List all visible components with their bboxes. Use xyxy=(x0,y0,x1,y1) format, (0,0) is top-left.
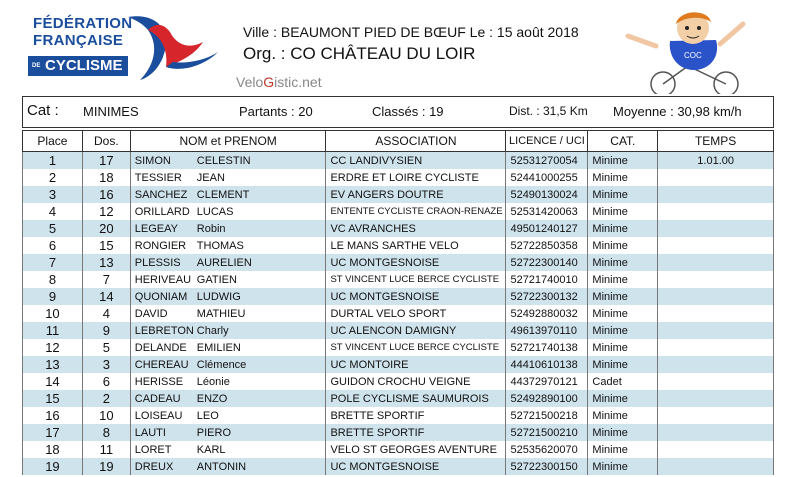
cell-prenom: Léonie xyxy=(196,375,230,388)
cell-nom-prenom xyxy=(130,390,326,407)
cell-association: LE MANS SARTHE VELO xyxy=(326,237,506,254)
cell-dos: 18 xyxy=(82,169,130,186)
cell-dos: 7 xyxy=(82,271,130,288)
cell-temps xyxy=(658,390,774,407)
cell-association: BRETTE SPORTIF xyxy=(326,407,506,424)
cell-nom: CHEREAU xyxy=(134,358,189,371)
org-label: Org. : xyxy=(243,44,286,63)
cell-association: ENTENTE CYCLISTE CRAON-RENAZE xyxy=(326,203,506,220)
cell-temps xyxy=(658,407,774,424)
cell-place: 1 xyxy=(23,152,83,170)
cell-association: UC MONTGESNOISE xyxy=(326,458,506,475)
cell-nom: SANCHEZ xyxy=(134,188,188,201)
table-row xyxy=(23,322,774,339)
cell-association: EV ANGERS DOUTRE xyxy=(326,186,506,203)
cell-licence: 52722850358 xyxy=(506,237,588,254)
ville-value: BEAUMONT PIED DE BŒUF xyxy=(280,24,466,40)
logo-line-federation: FÉDÉRATION xyxy=(33,15,133,32)
col-header-nom: NOM et PRENOM xyxy=(130,131,326,152)
cell-licence: 49501240127 xyxy=(506,220,588,237)
cell-prenom: LUDWIG xyxy=(196,290,241,303)
cell-nom-prenom xyxy=(130,237,326,254)
cell-nom: LEGEAY xyxy=(134,222,178,235)
cell-nom-prenom xyxy=(130,186,326,203)
cell-place: 14 xyxy=(23,373,83,390)
cell-licence: 52722300150 xyxy=(506,458,588,475)
cell-cat: Minime xyxy=(588,458,658,475)
cell-nom-prenom xyxy=(130,152,326,170)
cell-licence: 52531270054 xyxy=(506,152,588,170)
ville-line xyxy=(243,24,579,40)
cell-licence: 44410610138 xyxy=(506,356,588,373)
mascot-jersey-text: COC xyxy=(684,51,702,60)
cell-temps xyxy=(658,288,774,305)
cell-association: UC MONTGESNOISE xyxy=(326,254,506,271)
col-header-licence: LICENCE / UCI xyxy=(506,131,588,152)
cell-association: POLE CYCLISME SAUMUROIS xyxy=(326,390,506,407)
logo-line-francaise: FRANÇAISE xyxy=(33,32,124,49)
table-row xyxy=(23,305,774,322)
cell-nom: ORILLARD xyxy=(134,205,190,218)
partants-count: Partants : 20 xyxy=(239,104,313,119)
race-summary-bar xyxy=(22,96,774,128)
cell-cat: Minime xyxy=(588,322,658,339)
cell-nom-prenom xyxy=(130,271,326,288)
cell-prenom: JEAN xyxy=(196,171,225,184)
cell-temps xyxy=(658,424,774,441)
event-date: 15 août 2018 xyxy=(496,24,579,40)
cell-association: UC MONTGESNOISE xyxy=(326,288,506,305)
results-table xyxy=(22,130,774,475)
cell-licence: 49613970110 xyxy=(506,322,588,339)
cell-place: 5 xyxy=(23,220,83,237)
cell-licence: 52531420063 xyxy=(506,203,588,220)
race-distance: Dist. : 31,5 Km xyxy=(509,104,588,118)
cell-place: 12 xyxy=(23,339,83,356)
cell-prenom: LEO xyxy=(196,409,219,422)
cell-place: 17 xyxy=(23,424,83,441)
cell-nom-prenom xyxy=(130,424,326,441)
ffc-swoosh-icon xyxy=(118,12,228,82)
cell-temps xyxy=(658,271,774,288)
cell-prenom: THOMAS xyxy=(196,239,244,252)
cell-nom-prenom xyxy=(130,305,326,322)
cell-cat: Minime xyxy=(588,254,658,271)
cell-place: 9 xyxy=(23,288,83,305)
cell-dos: 11 xyxy=(82,441,130,458)
cell-association: ST VINCENT LUCE BERCE CYCLISTE xyxy=(326,271,506,288)
cell-cat: Minime xyxy=(588,441,658,458)
cell-association: VC AVRANCHES xyxy=(326,220,506,237)
cell-nom: TESSIER xyxy=(134,171,182,184)
cell-temps xyxy=(658,254,774,271)
cell-cat: Minime xyxy=(588,220,658,237)
cell-licence: 52721740138 xyxy=(506,339,588,356)
cell-nom-prenom xyxy=(130,373,326,390)
cell-temps xyxy=(658,373,774,390)
cell-cat: Minime xyxy=(588,339,658,356)
cell-nom: SIMON xyxy=(134,154,171,167)
cell-cat: Cadet xyxy=(588,373,658,390)
cell-prenom: CLEMENT xyxy=(196,188,250,201)
cell-cat: Minime xyxy=(588,390,658,407)
cell-nom: DELANDE xyxy=(134,341,187,354)
cell-nom: LAUTI xyxy=(134,426,166,439)
cell-temps xyxy=(658,322,774,339)
cell-place: 7 xyxy=(23,254,83,271)
cell-temps xyxy=(658,339,774,356)
cell-prenom: Charly xyxy=(196,324,229,337)
cell-prenom: PIERO xyxy=(196,426,232,439)
cat-label: Cat : xyxy=(27,102,59,119)
cell-nom-prenom xyxy=(130,169,326,186)
cell-cat: Minime xyxy=(588,203,658,220)
cell-nom: LORET xyxy=(134,443,172,456)
cell-nom: DREUX xyxy=(134,460,174,473)
col-header-association: ASSOCIATION xyxy=(326,131,506,152)
cell-prenom: LUCAS xyxy=(196,205,234,218)
race-average-speed: Moyenne : 30,98 km/h xyxy=(613,104,742,119)
cell-association: BRETTE SPORTIF xyxy=(326,424,506,441)
col-header-dos: Dos. xyxy=(82,131,130,152)
cell-dos: 6 xyxy=(82,373,130,390)
cell-dos: 19 xyxy=(82,458,130,475)
org-value: CO CHÂTEAU DU LOIR xyxy=(290,44,476,63)
cell-nom: DAVID xyxy=(134,307,168,320)
classes-count: Classés : 19 xyxy=(372,104,444,119)
table-row xyxy=(23,339,774,356)
cell-cat: Minime xyxy=(588,237,658,254)
cell-nom-prenom xyxy=(130,441,326,458)
cell-place: 11 xyxy=(23,322,83,339)
cell-association: GUIDON CROCHU VEIGNE xyxy=(326,373,506,390)
cell-prenom: ENZO xyxy=(196,392,228,405)
table-header-row xyxy=(23,131,774,152)
cell-dos: 4 xyxy=(82,305,130,322)
col-header-temps: TEMPS xyxy=(658,131,774,152)
cell-cat: Minime xyxy=(588,424,658,441)
cell-temps xyxy=(658,305,774,322)
table-row xyxy=(23,203,774,220)
table-row xyxy=(23,390,774,407)
cell-cat: Minime xyxy=(588,407,658,424)
cell-temps: 1.01.00 xyxy=(658,152,774,170)
cell-cat: Minime xyxy=(588,356,658,373)
cell-nom: CADEAU xyxy=(134,392,181,405)
table-row xyxy=(23,288,774,305)
cell-temps xyxy=(658,203,774,220)
cell-nom-prenom xyxy=(130,407,326,424)
col-header-cat: CAT. xyxy=(588,131,658,152)
cell-licence: 52490130024 xyxy=(506,186,588,203)
org-line xyxy=(243,44,475,64)
cell-dos: 2 xyxy=(82,390,130,407)
cell-place: 8 xyxy=(23,271,83,288)
ville-label: Ville : xyxy=(243,24,277,40)
cell-nom-prenom xyxy=(130,203,326,220)
cell-licence: 52721500218 xyxy=(506,407,588,424)
table-row xyxy=(23,271,774,288)
cell-place: 13 xyxy=(23,356,83,373)
table-row xyxy=(23,441,774,458)
cell-association: ERDRE ET LOIRE CYCLISTE xyxy=(326,169,506,186)
cell-temps xyxy=(658,356,774,373)
cell-temps xyxy=(658,220,774,237)
cell-nom: QUONIAM xyxy=(134,290,188,303)
table-row xyxy=(23,424,774,441)
cell-nom: HERISSE xyxy=(134,375,184,388)
cell-licence: 52721500210 xyxy=(506,424,588,441)
cell-temps xyxy=(658,169,774,186)
cell-dos: 9 xyxy=(82,322,130,339)
cell-place: 16 xyxy=(23,407,83,424)
cell-association: DURTAL VELO SPORT xyxy=(326,305,506,322)
le-label: Le : xyxy=(469,24,494,40)
cell-nom: HERIVEAU xyxy=(134,273,192,286)
cat-value: MINIMES xyxy=(83,104,139,119)
cell-cat: Minime xyxy=(588,186,658,203)
cell-cat: Minime xyxy=(588,271,658,288)
cell-prenom: MATHIEU xyxy=(196,307,246,320)
cell-nom: LOISEAU xyxy=(134,409,183,422)
logo-de: DE xyxy=(32,62,41,69)
cell-place: 15 xyxy=(23,390,83,407)
cell-temps xyxy=(658,186,774,203)
cell-nom-prenom xyxy=(130,288,326,305)
cell-licence: 44372970121 xyxy=(506,373,588,390)
cell-nom-prenom xyxy=(130,220,326,237)
cell-place: 2 xyxy=(23,169,83,186)
cell-prenom: AURELIEN xyxy=(196,256,252,269)
cell-prenom: GATIEN xyxy=(196,273,237,286)
cell-licence: 52535620070 xyxy=(506,441,588,458)
cell-association: UC MONTOIRE xyxy=(326,356,506,373)
cell-dos: 8 xyxy=(82,424,130,441)
cell-nom: PLESSIS xyxy=(134,256,181,269)
cell-prenom: EMILIEN xyxy=(196,341,241,354)
cell-nom-prenom xyxy=(130,254,326,271)
velogistic-watermark: VeloGistic.net xyxy=(236,74,322,90)
cell-association: ST VINCENT LUCE BERCE CYCLISTE xyxy=(326,339,506,356)
cell-place: 10 xyxy=(23,305,83,322)
cell-place: 6 xyxy=(23,237,83,254)
cell-prenom: KARL xyxy=(196,443,226,456)
cell-nom-prenom xyxy=(130,356,326,373)
cell-nom: LEBRETON xyxy=(134,324,194,337)
table-row xyxy=(23,237,774,254)
logo-cyclisme: CYCLISME xyxy=(45,57,123,74)
cell-dos: 14 xyxy=(82,288,130,305)
cell-dos: 16 xyxy=(82,186,130,203)
cell-dos: 20 xyxy=(82,220,130,237)
cell-licence: 52492880032 xyxy=(506,305,588,322)
cell-licence: 52492890100 xyxy=(506,390,588,407)
cell-prenom: ANTONIN xyxy=(196,460,247,473)
table-row xyxy=(23,407,774,424)
cell-association: CC LANDIVYSIEN xyxy=(326,152,506,170)
cell-cat: Minime xyxy=(588,288,658,305)
cell-place: 19 xyxy=(23,458,83,475)
cell-association: UC ALENCON DAMIGNY xyxy=(326,322,506,339)
table-row xyxy=(23,186,774,203)
table-row xyxy=(23,356,774,373)
cell-prenom: Robin xyxy=(196,222,226,235)
cell-association: VELO ST GEORGES AVENTURE xyxy=(326,441,506,458)
table-row xyxy=(23,254,774,271)
cell-dos: 10 xyxy=(82,407,130,424)
table-row xyxy=(23,458,774,475)
cell-nom: RONGIER xyxy=(134,239,187,252)
cell-nom-prenom xyxy=(130,322,326,339)
cell-nom-prenom xyxy=(130,458,326,475)
cell-temps xyxy=(658,237,774,254)
cell-place: 3 xyxy=(23,186,83,203)
cell-licence: 52721740010 xyxy=(506,271,588,288)
cell-temps xyxy=(658,458,774,475)
cell-licence: 52722300132 xyxy=(506,288,588,305)
table-row xyxy=(23,220,774,237)
cell-cat: Minime xyxy=(588,152,658,170)
cell-place: 4 xyxy=(23,203,83,220)
cell-dos: 13 xyxy=(82,254,130,271)
cell-dos: 3 xyxy=(82,356,130,373)
table-row xyxy=(23,169,774,186)
cell-dos: 5 xyxy=(82,339,130,356)
cell-licence: 52441000255 xyxy=(506,169,588,186)
table-row xyxy=(23,373,774,390)
cell-temps xyxy=(658,441,774,458)
cyclist-mascot-icon xyxy=(618,6,768,94)
cell-prenom: Clémence xyxy=(196,358,247,371)
cell-place: 18 xyxy=(23,441,83,458)
cell-cat: Minime xyxy=(588,305,658,322)
table-row xyxy=(23,152,774,170)
cell-dos: 12 xyxy=(82,203,130,220)
cell-cat: Minime xyxy=(588,169,658,186)
cell-prenom: CELESTIN xyxy=(196,154,251,167)
cell-licence: 52722300140 xyxy=(506,254,588,271)
cell-dos: 17 xyxy=(82,152,130,170)
cell-nom-prenom xyxy=(130,339,326,356)
logo-cyclisme-banner xyxy=(28,56,128,76)
col-header-place: Place xyxy=(23,131,83,152)
cell-dos: 15 xyxy=(82,237,130,254)
